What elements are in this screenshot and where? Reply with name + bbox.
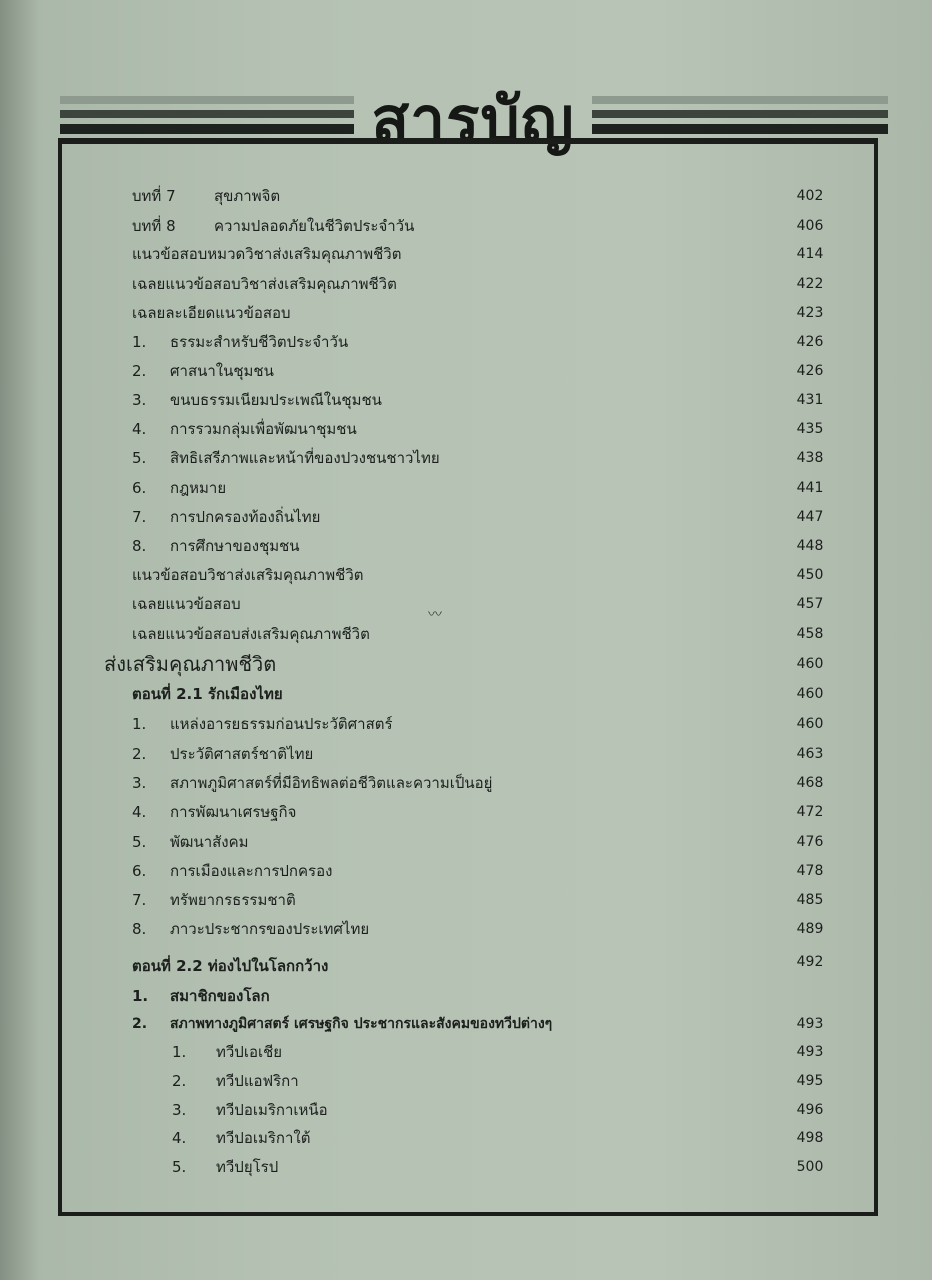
toc-entry xyxy=(132,386,382,414)
toc-entry xyxy=(132,328,348,356)
toc-page-number: 468 xyxy=(796,775,824,791)
toc-entry xyxy=(132,620,370,648)
toc-entry-text: แหล่งอารยธรรมก่อนประวัติศาสตร์ xyxy=(170,715,393,733)
toc-entry-text: ขนบธรรมเนียมประเพณีในชุมชน xyxy=(170,391,382,409)
toc-entry-text: เฉลยแนวข้อสอบส่งเสริมคุณภาพชีวิต xyxy=(132,625,370,643)
toc-entry-text: ทรัพยากรธรรมชาติ xyxy=(170,891,296,909)
toc-entry xyxy=(132,710,393,738)
toc-entry-number: 1. xyxy=(132,987,149,1005)
toc-entry-text: ภาวะประชากรของประเทศไทย xyxy=(170,920,370,938)
ink-mark: 〰 xyxy=(428,607,442,623)
page-title: สารบัญ xyxy=(371,83,575,156)
toc-entry-number: บทที่ 7 xyxy=(132,187,176,205)
toc-page-number: 422 xyxy=(796,276,824,292)
toc-entry xyxy=(132,299,291,327)
spine-shadow xyxy=(0,0,40,1280)
toc-entry xyxy=(132,561,364,589)
toc-entry xyxy=(132,212,414,240)
toc-entry-number: 6. xyxy=(132,862,147,880)
toc-entry-text: เฉลยละเอียดแนวข้อสอบ xyxy=(132,304,291,322)
toc-entry xyxy=(132,982,270,1010)
toc-entry-number: 2. xyxy=(132,362,147,380)
toc-entry xyxy=(104,650,276,678)
toc-entry xyxy=(132,769,492,797)
toc-entry xyxy=(132,532,300,560)
toc-entry xyxy=(132,415,357,443)
toc-entry-number: 3. xyxy=(132,391,147,409)
toc-entry-number: 3. xyxy=(132,774,147,792)
toc-entry-number: 4. xyxy=(132,420,147,438)
toc-entry xyxy=(132,828,249,856)
toc-entry-number: 8. xyxy=(132,920,147,938)
toc-page-number: 476 xyxy=(796,834,824,850)
toc-entry xyxy=(132,182,280,210)
toc-page-number: 426 xyxy=(796,363,824,379)
toc-entry xyxy=(132,915,369,943)
toc-page-number: 402 xyxy=(796,188,824,204)
toc-page-number: 457 xyxy=(796,596,824,612)
toc-page-number: 448 xyxy=(796,538,824,554)
toc-page-number: 460 xyxy=(796,716,824,732)
toc-entry-text: สภาพทางภูมิศาสตร์ เศรษฐกิจ ประชากรและสังคมของทวีปต่างๆ xyxy=(170,1016,553,1032)
toc-entry-number: 5. xyxy=(132,833,147,851)
toc-entry-number: 2. xyxy=(132,745,147,763)
header-stripes-left xyxy=(60,96,354,138)
toc-page-number: 460 xyxy=(796,686,824,702)
toc-entry-text: สุขภาพจิต xyxy=(214,187,281,205)
toc-page-number: 438 xyxy=(796,450,824,466)
toc-entry-text: สภาพภูมิศาสตร์ที่มีอิทธิพลต่อชีวิตและความเป็นอยู่ xyxy=(170,774,493,792)
toc-page-number: 485 xyxy=(796,892,824,908)
toc-entry xyxy=(132,474,226,502)
toc-entry-number: 7. xyxy=(132,891,147,909)
toc-entry-text: ทวีปอเมริกาใต้ xyxy=(216,1129,311,1147)
toc-entry-number: 5. xyxy=(172,1158,187,1176)
toc-entry xyxy=(132,886,296,914)
toc-entry xyxy=(132,357,274,385)
toc-entry xyxy=(132,270,397,298)
toc-entry-text: ศาสนาในชุมชน xyxy=(170,362,274,380)
toc-entry xyxy=(172,1124,310,1152)
toc-entry-number: 8. xyxy=(132,537,147,555)
toc-entry xyxy=(132,952,328,980)
toc-entry xyxy=(132,444,440,472)
toc-entry-number: 6. xyxy=(132,479,147,497)
toc-entry-text: การพัฒนาเศรษฐกิจ xyxy=(170,803,297,821)
toc-page-number: 435 xyxy=(796,421,824,437)
toc-page-number: 472 xyxy=(796,804,824,820)
toc-entry-text: การปกครองท้องถิ่นไทย xyxy=(170,508,321,526)
toc-entry-text: ทวีปเอเชีย xyxy=(216,1043,283,1061)
toc-entry-number: 2. xyxy=(132,1016,148,1032)
toc-entry-text: กฎหมาย xyxy=(170,479,227,497)
toc-entry-text: ตอนที่ 2.1 รักเมืองไทย xyxy=(132,685,283,703)
toc-page-number: 500 xyxy=(796,1159,824,1175)
toc-entry xyxy=(132,503,320,531)
toc-entry-text: ทวีปแอฟริกา xyxy=(216,1072,299,1090)
toc-page-number: 478 xyxy=(796,863,824,879)
toc-page-number: 496 xyxy=(796,1102,824,1118)
toc-page-number: 489 xyxy=(796,921,824,937)
toc-entry-text: ธรรมะสำหรับชีวิตประจำวัน xyxy=(170,333,349,351)
toc-page-number: 493 xyxy=(796,1016,824,1032)
toc-entry-text: เฉลยแนวข้อสอบ xyxy=(132,595,241,613)
toc-entry xyxy=(132,857,332,885)
toc-entry-number: 5. xyxy=(132,449,147,467)
toc-entry-text: แนวข้อสอบวิชาส่งเสริมคุณภาพชีวิต xyxy=(132,566,364,584)
toc-entry xyxy=(132,798,296,826)
toc-entry-text: ส่งเสริมคุณภาพชีวิต xyxy=(104,652,277,676)
toc-page-number: 423 xyxy=(796,305,824,321)
toc-page-number: 498 xyxy=(796,1130,824,1146)
toc-entry xyxy=(172,1067,299,1095)
toc-entry xyxy=(172,1153,278,1181)
toc-entry-text: ทวีปยุโรป xyxy=(216,1158,279,1176)
toc-entry-text: การเมืองและการปกครอง xyxy=(170,862,333,880)
toc-entry-number: 4. xyxy=(172,1129,187,1147)
toc-entry-number: 3. xyxy=(172,1101,187,1119)
toc-page-number: 406 xyxy=(796,218,824,234)
toc-entry-text: เฉลยแนวข้อสอบวิชาส่งเสริมคุณภาพชีวิต xyxy=(132,275,397,293)
toc-page-number: 460 xyxy=(796,656,824,672)
toc-page-number: 458 xyxy=(796,626,824,642)
toc-entry xyxy=(132,1010,552,1038)
toc-entry-text: พัฒนาสังคม xyxy=(170,833,249,851)
toc-entry-number: บทที่ 8 xyxy=(132,217,176,235)
toc-entry-number: 1. xyxy=(132,715,147,733)
toc-entry-text: การรวมกลุ่มเพื่อพัฒนาชุมชน xyxy=(170,420,357,438)
toc-page-number: 414 xyxy=(796,246,824,262)
toc-entry xyxy=(132,240,401,268)
toc-entry-text: ประวัติศาสตร์ชาติไทย xyxy=(170,745,314,763)
toc-page-number: 463 xyxy=(796,746,824,762)
toc-entry-number: 7. xyxy=(132,508,147,526)
toc-page-number: 493 xyxy=(796,1044,824,1060)
toc-entry-text: สมาชิกของโลก xyxy=(170,987,270,1005)
toc-entry-text: ตอนที่ 2.2 ท่องไปในโลกกว้าง xyxy=(132,957,329,975)
toc-entry xyxy=(132,740,313,768)
toc-page-number: 441 xyxy=(796,480,824,496)
toc-entry xyxy=(172,1096,328,1124)
toc-page-number: 492 xyxy=(796,954,824,970)
toc-page-number: 495 xyxy=(796,1073,824,1089)
toc-page-number: 431 xyxy=(796,392,824,408)
toc-page-number: 426 xyxy=(796,334,824,350)
toc-entry xyxy=(172,1038,282,1066)
toc-page-number: 450 xyxy=(796,567,824,583)
toc-entry-text: ทวีปอเมริกาเหนือ xyxy=(216,1101,328,1119)
toc-entry-number: 1. xyxy=(172,1043,187,1061)
header-stripes-right xyxy=(592,96,888,138)
toc-entry-text: การศึกษาของชุมชน xyxy=(170,537,300,555)
toc-entry xyxy=(132,680,283,708)
toc-entry-text: สิทธิเสรีภาพและหน้าที่ของปวงชนชาวไทย xyxy=(170,449,440,467)
toc-page-number: 447 xyxy=(796,509,824,525)
toc-entry-number: 1. xyxy=(132,333,147,351)
toc-entry-text: ความปลอดภัยในชีวิตประจำวัน xyxy=(214,217,415,235)
toc-entry xyxy=(132,590,241,618)
toc-entry-number: 4. xyxy=(132,803,147,821)
toc-entry-text: แนวข้อสอบหมวดวิชาส่งเสริมคุณภาพชีวิต xyxy=(132,245,402,263)
toc-entry-number: 2. xyxy=(172,1072,187,1090)
